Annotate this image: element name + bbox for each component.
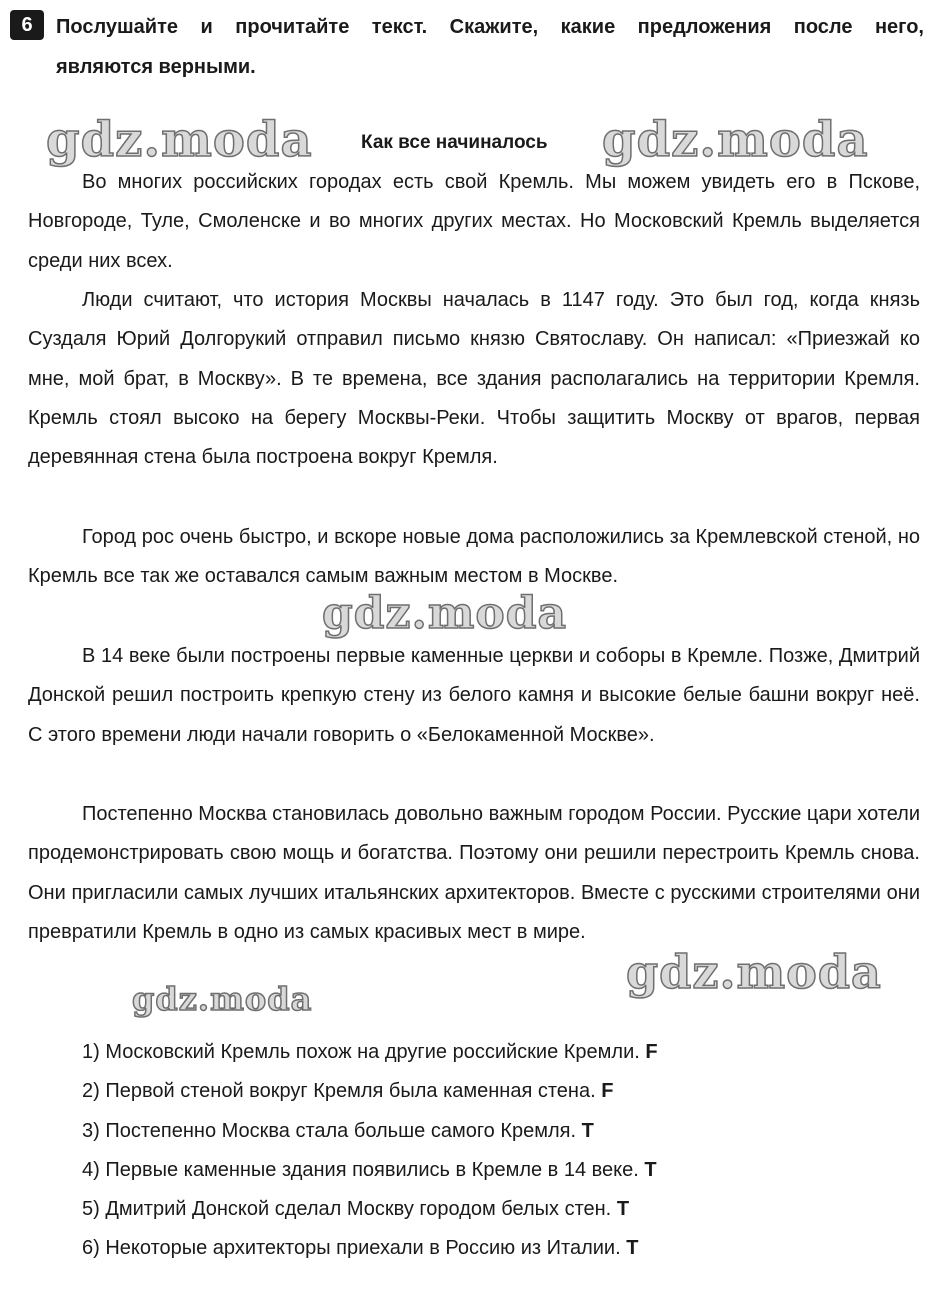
answer-text: 5) Дмитрий Донской сделал Москву городом белых стен. (82, 1198, 612, 1221)
exercise-instruction (56, 7, 924, 87)
text-title: Как все начиналось (361, 132, 548, 153)
answer-mark: T (626, 1237, 639, 1260)
watermark-logo: gdz.moda (322, 588, 568, 639)
answer-text: 3) Постепенно Москва стала больше самого Кремля. (82, 1119, 577, 1142)
answer-item (82, 1072, 658, 1111)
answer-mark: F (645, 1041, 658, 1063)
paragraph-1: Во многих российских городах есть свой Кремль. Мы можем увидеть его в Пскове, Новгороде, Туле, Смоленске и во многих других местах. Но Московский Кремль выделяется среди них всех. (28, 171, 920, 272)
paragraph-5: Постепенно Москва становилась довольно важным городом России. Русские цари хотели продемонстрировать свою мощь и богатства. Поэтому они решили перестроить Кремль снова. Они пригласили самых лучших итальянских архитекторов. Вместе с русскими строителями они превратили Кремль в одно из самых красивых мест в мире. (28, 803, 920, 943)
watermark-logo: gdz.moda (132, 980, 313, 1018)
paragraph-3: Город рос очень быстро, и вскоре новые дома расположились за Кремлевской стеной, но Кремль все так же оставался самым важным местом в Москве. (28, 526, 920, 588)
answer-text: 2) Первой стеной вокруг Кремля была каменная стена. (82, 1080, 596, 1103)
exercise-number-badge: 6 (10, 10, 44, 40)
answer-item (82, 1033, 658, 1072)
answer-mark: T (644, 1158, 657, 1181)
paragraph-4: В 14 веке были построены первые каменные церкви и соборы в Кремле. Позже, Дмитрий Донской решил построить крепкую стену из белого камня и высокие белые башни вокруг неё. С этого времени люди начали говорить о «Белокаменной Москве». (28, 645, 920, 746)
answer-mark: T (581, 1119, 594, 1142)
answer-item (82, 1229, 658, 1268)
answer-mark: F (601, 1080, 614, 1103)
paragraph-2: Люди считают, что история Москвы началась в 1147 году. Это был год, когда князь Суздаля Юрий Долгорукий отправил письмо князю Святославу. Он написал: «Приезжай ко мне, мой брат, в Москву». В те времена, все здания располагались на территории Кремля. Кремль стоял высоко на берегу Москвы-Реки. Чтобы защитить Москву от врагов, первая деревянная стена была построена вокруг Кремля. (28, 289, 920, 469)
watermark-logo: gdz.moda (626, 945, 882, 999)
instruction-line-1: Послушайте и прочитайте текст. Скажите, какие предложения после него, (56, 16, 924, 38)
answer-item (82, 1190, 658, 1229)
instruction-line-2: являются верными. (56, 56, 256, 78)
watermark-logo: gdz.moda (46, 112, 313, 168)
answer-text: 1) Московский Кремль похож на другие российские Кремли. (82, 1041, 640, 1063)
answer-text: 6) Некоторые архитекторы приехали в Россию из Италии. (82, 1237, 621, 1260)
answer-mark: T (616, 1198, 630, 1221)
answer-list (82, 1033, 658, 1269)
watermark-logo: gdz.moda (602, 112, 869, 168)
answer-item (82, 1112, 658, 1151)
answer-item (82, 1151, 658, 1190)
answer-text: 4) Первые каменные здания появились в Кремле в 14 веке. (82, 1158, 639, 1181)
